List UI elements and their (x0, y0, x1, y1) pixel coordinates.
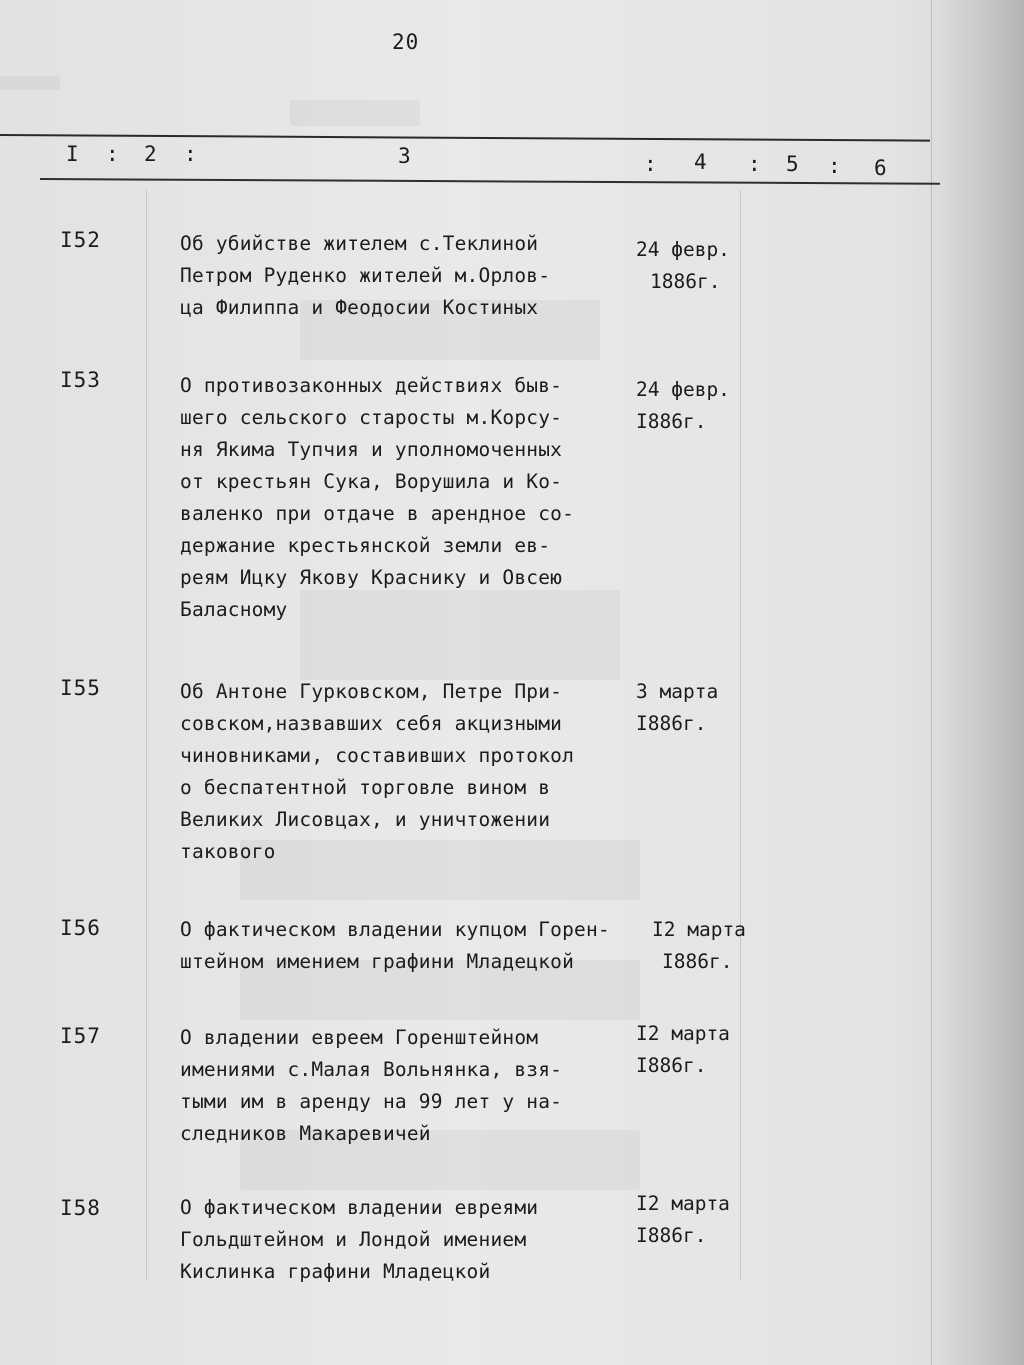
bleed-through-column-line (146, 190, 147, 1280)
bleed-through-mark (0, 76, 60, 90)
record-description: О фактическом владении купцом Горен- штейном имением графини Младецкой (180, 918, 610, 973)
column-separator: : (184, 142, 197, 166)
record-date: 3 марта I886г. (636, 680, 719, 735)
record-date: 24 февр. 1886г. (636, 238, 730, 293)
column-header-2: 2 (144, 142, 159, 166)
record-description: О владении евреем Горенштейном имениями с.Малая Вольнянка, взя- тыми им в аренду на 99 лет у на- следников Макаревичей (180, 1026, 563, 1145)
record-date: 24 февр. I886г. (636, 378, 730, 433)
header-rule-top (0, 134, 930, 142)
record-description: О фактическом владении евреями Гольдштейном и Лондой имением Кислинка графини Младецкой (180, 1196, 539, 1283)
record-number: I57 (60, 1024, 101, 1048)
record-date: I2 марта I886г. (652, 918, 746, 973)
record-date: I2 марта I886г. (636, 1192, 730, 1247)
record-description: Об убийстве жителем с.Теклиной Петром Руденко жителей м.Орлов- ца Филиппа и Феодосии Костиных (180, 232, 551, 319)
bleed-through-title (290, 100, 420, 126)
header-rule-bottom (40, 178, 940, 185)
record-description: Об Антоне Гурковском, Петре При- совском,назвавших себя акцизными чиновниками, составивших протокол о беспатентной торговле вином в Великих Лисовцах, и уничтожении такового (180, 680, 575, 863)
column-header-1: I (66, 142, 81, 166)
record-number: I58 (60, 1196, 101, 1220)
column-header-3: 3 (398, 144, 413, 168)
column-header-6: 6 (874, 156, 889, 180)
page-number: 20 (392, 30, 420, 54)
column-separator: : (644, 152, 657, 176)
record-number: I55 (60, 676, 101, 700)
record-date: I2 марта I886г. (636, 1022, 730, 1077)
column-separator: : (106, 142, 119, 166)
record-number: I52 (60, 228, 101, 252)
column-separator: : (748, 152, 761, 176)
column-separator: : (828, 154, 841, 178)
column-header-4: 4 (694, 150, 709, 174)
column-header-5: 5 (786, 152, 801, 176)
record-description: О противозаконных действиях быв- шего сельского старосты м.Корсу- ня Якима Тупчия и уполномоченных от крестьян Сука, Ворушила и Ко- валенко при отдаче в арендное со- держание крестьянской земли ев- реям Ицку Якову Краснику и Овсею Баласному (180, 374, 575, 621)
page-edge-shadow (931, 0, 1024, 1365)
record-number: I53 (60, 368, 101, 392)
record-number: I56 (60, 916, 101, 940)
